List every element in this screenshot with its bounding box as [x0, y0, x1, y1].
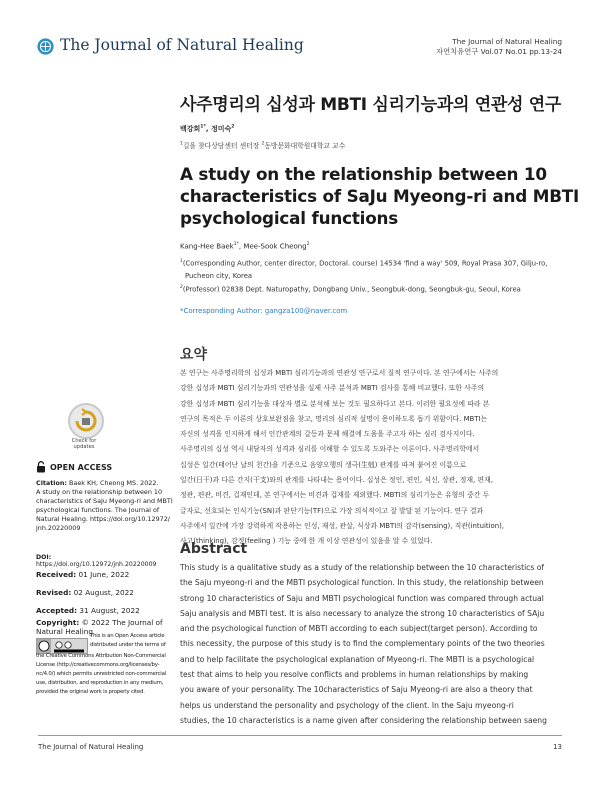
revised-date: Revised: 02 August, 2022: [36, 588, 134, 597]
korean-abstract-line: 강한 십성과 MBTI 심리기능과의 연관성을 실제 사주 분석과 MBTI 검사를 통해 비교했다. 또한 사주의: [180, 384, 485, 393]
korean-abstract-line: 일간(日干)과 다른 간지(干支)와의 관계를 나타내는 용어이다. 십성은 정인, 편인, 식신, 상관, 정재, 편재,: [180, 476, 493, 485]
korean-abstract-line: 사주에서 일간에 가장 강력하게 작용하는 인성, 재성, 관살, 식상과 MBTI의 감각(sensing), 직관(intuition),: [180, 521, 504, 530]
korean-abstract-line: 강한 십성과 MBTI 심리기능을 대상자 별로 분석해 보는 것도 필요하다고 본다. 이러한 필요성에 따라 본: [180, 399, 490, 408]
header-journal-line: The Journal of Natural Healing: [452, 37, 562, 46]
english-title: [180, 163, 580, 229]
check-for-updates-label[interactable]: Check for updates: [71, 438, 97, 451]
english-abstract-line: and the psychological function of MBTI according to each subject(target person). According to: [180, 624, 538, 634]
english-abstract-body: [180, 560, 566, 728]
english-abstract-line: Saju analysis and MBTI test. It is also necessary to analyze the strong 10 characteristics of SAju: [180, 608, 545, 618]
header-volume-line: 자연치유연구 Vol.07 No.01 pp.13-24: [436, 47, 562, 56]
footer-journal-name: The Journal of Natural Healing: [38, 743, 144, 751]
korean-abstract-heading: 요약: [180, 347, 208, 363]
citation-label: Citation:: [36, 479, 67, 487]
korean-abstract-line: 사고(thinking), 감정(feeling ) 기능 중에 한 개 이상 연관성이 있음을 알 수 있었다.: [180, 537, 433, 546]
korean-abstract-line: 본 연구는 사주명리학의 십성과 MBTI 심리기능과의 연관성 연구로서 질적 연구이다. 본 연구에서는 사주의: [180, 369, 499, 377]
english-title-line: A study on the relationship between 10: [180, 164, 547, 184]
english-abstract-line: test that aims to help you resolve conflicts and problems in human relationships by making: [180, 670, 529, 680]
journal-logo-icon: [37, 38, 54, 55]
license-url[interactable]: License (http://creativecommons.org/licenses/by-: [36, 662, 160, 668]
english-abstract-line: strong 10 characteristics of Saju and MBTI psychological function was compared through actual: [180, 593, 544, 603]
english-abstract-line: studies, the 10 characteristics is a name given after considering the relationship between saeng: [180, 715, 547, 725]
korean-abstract-line: 자신의 성격을 인지하게 해서 인간관계의 갈등과 문제 해결에 도움을 주고자 하는 심리 검사지이다.: [180, 430, 475, 439]
affiliation-1-cont: Pucheon city, Korea: [185, 271, 253, 280]
english-abstract-line: and to help facilitate the psychological explanation of Myeong-ri. The MBTI is a psychological: [180, 654, 535, 664]
english-authors: Kang-Hee Baek$^{1*}$, Mee-Sook Cheong$^2$: [180, 242, 310, 251]
corresponding-author-email[interactable]: *Corresponding Author: gangza100@naver.com: [180, 307, 348, 315]
korean-abstract-line: 정관, 편관, 비견, 겁재인데, 본 연구에서는 비견과 겁재를 제외했다. MBTI의 심리기능은 유형의 중간 두: [180, 491, 490, 500]
open-access-label: OPEN ACCESS: [50, 463, 113, 472]
check-for-updates-icon[interactable]: [68, 403, 104, 439]
korean-title: 사주명리의 십성과 MBTI 심리기능과의 연관성 연구: [180, 95, 562, 115]
english-abstract-line: you aware of your personality. The 10characteristics of Saju Myeong-ri are also a theory that: [180, 685, 533, 695]
english-title-line: psychological functions: [180, 208, 399, 228]
english-title-line: characteristics of SaJu Myeong-ri and MBTI: [180, 186, 580, 206]
received-date: Received: 01 June, 2022: [36, 570, 130, 579]
korean-abstract-line: 글자로, 선호되는 인식기능(SN)과 판단기능(TF)으로 가장 의식적이고 잘 발달 된 기능이다. 연구 결과: [180, 506, 484, 515]
affiliation-2: $^2$(Professor) 02838 Dept. Naturopathy, Dongbang Univ., Seongbuk-dong, Seongbuk-gu, Seoul, Korea: [180, 285, 521, 294]
english-abstract-heading: Abstract: [180, 541, 248, 557]
footer-divider: [38, 735, 562, 736]
doi-link[interactable]: DOI: https://doi.org/10.12972/jnh.20220009: [36, 554, 157, 568]
check-updates-glyph-icon: [70, 405, 102, 437]
copyright-notice: Copyright: © 2022 The Journal of Natural Healing: [36, 618, 163, 636]
korean-abstract-line: 십성은 일간(태어난 날의 천간)을 기준으로 음양오행의 생극(生剋) 관계를 따져 붙여진 이름으로: [180, 460, 467, 469]
page-number: 13: [553, 743, 562, 751]
affiliation-1: $^1$(Corresponding Author, center director, Doctoral. course) 14534 'find a way' 509, Royal Prasa 307, Gilju-ro,: [180, 259, 548, 268]
korean-authors: 백강희$^{1*}$, 정미숙$^2$: [180, 124, 235, 133]
korean-abstract-body: [180, 366, 566, 550]
korean-affiliations: $^1$길을 찾다상담센터 센터장 $^2$동방문화대학원대학교 교수: [180, 141, 346, 150]
accepted-date: Accepted: 31 August, 2022: [36, 606, 140, 615]
english-abstract-line: the Saju myeong-ri and the MBTI psychological function. In this study, the relationship between: [180, 578, 544, 588]
english-abstract-line: this necessity, the purpose of this study is to find the complementary points of the two theories: [180, 639, 545, 649]
license-text: the Creative Commons Attribution Non-Commercial License (http://creativecommons.org/licenses/by- nc/4.0/) which permits unrestricted non-commercial use, distribution, and reproduction in any medium, provided the original work is properly cited.: [36, 653, 166, 695]
header-issue-info: [436, 37, 562, 57]
license-intro: This is an Open Access article distributed under the terms of: [90, 633, 166, 648]
english-abstract-line: This study is a qualitative study as a study of the relationship between the 10 characteristics of: [180, 563, 545, 572]
english-affiliations: [180, 256, 547, 296]
korean-abstract-line: 연구의 목적은 두 이론의 상호보완점을 찾고, 명리의 심리적 설명이 용이하도록 돕기 위함이다. MBTI는: [180, 414, 488, 423]
open-access-lock-icon: [36, 461, 46, 473]
citation-block: Citation: Baek KH, Cheong MS. 2022. A study on the relationship between 10 characteristics of SaJu Myeong-ri and MBTI psychological functions. The Journal of Natural Healing. https://doi.org/10.12972/ jnh.20220009: [36, 479, 173, 532]
english-abstract-line: helps us understand the personality and psychology of the client. In the Saju myeong-ri: [180, 700, 514, 710]
journal-name: The Journal of Natural Healing: [60, 36, 304, 54]
korean-abstract-line: 사주명리의 십성 역시 내담자의 성격과 심리를 이해할 수 있도록 도와주는 이론이다. 사주명리학에서: [180, 445, 480, 454]
